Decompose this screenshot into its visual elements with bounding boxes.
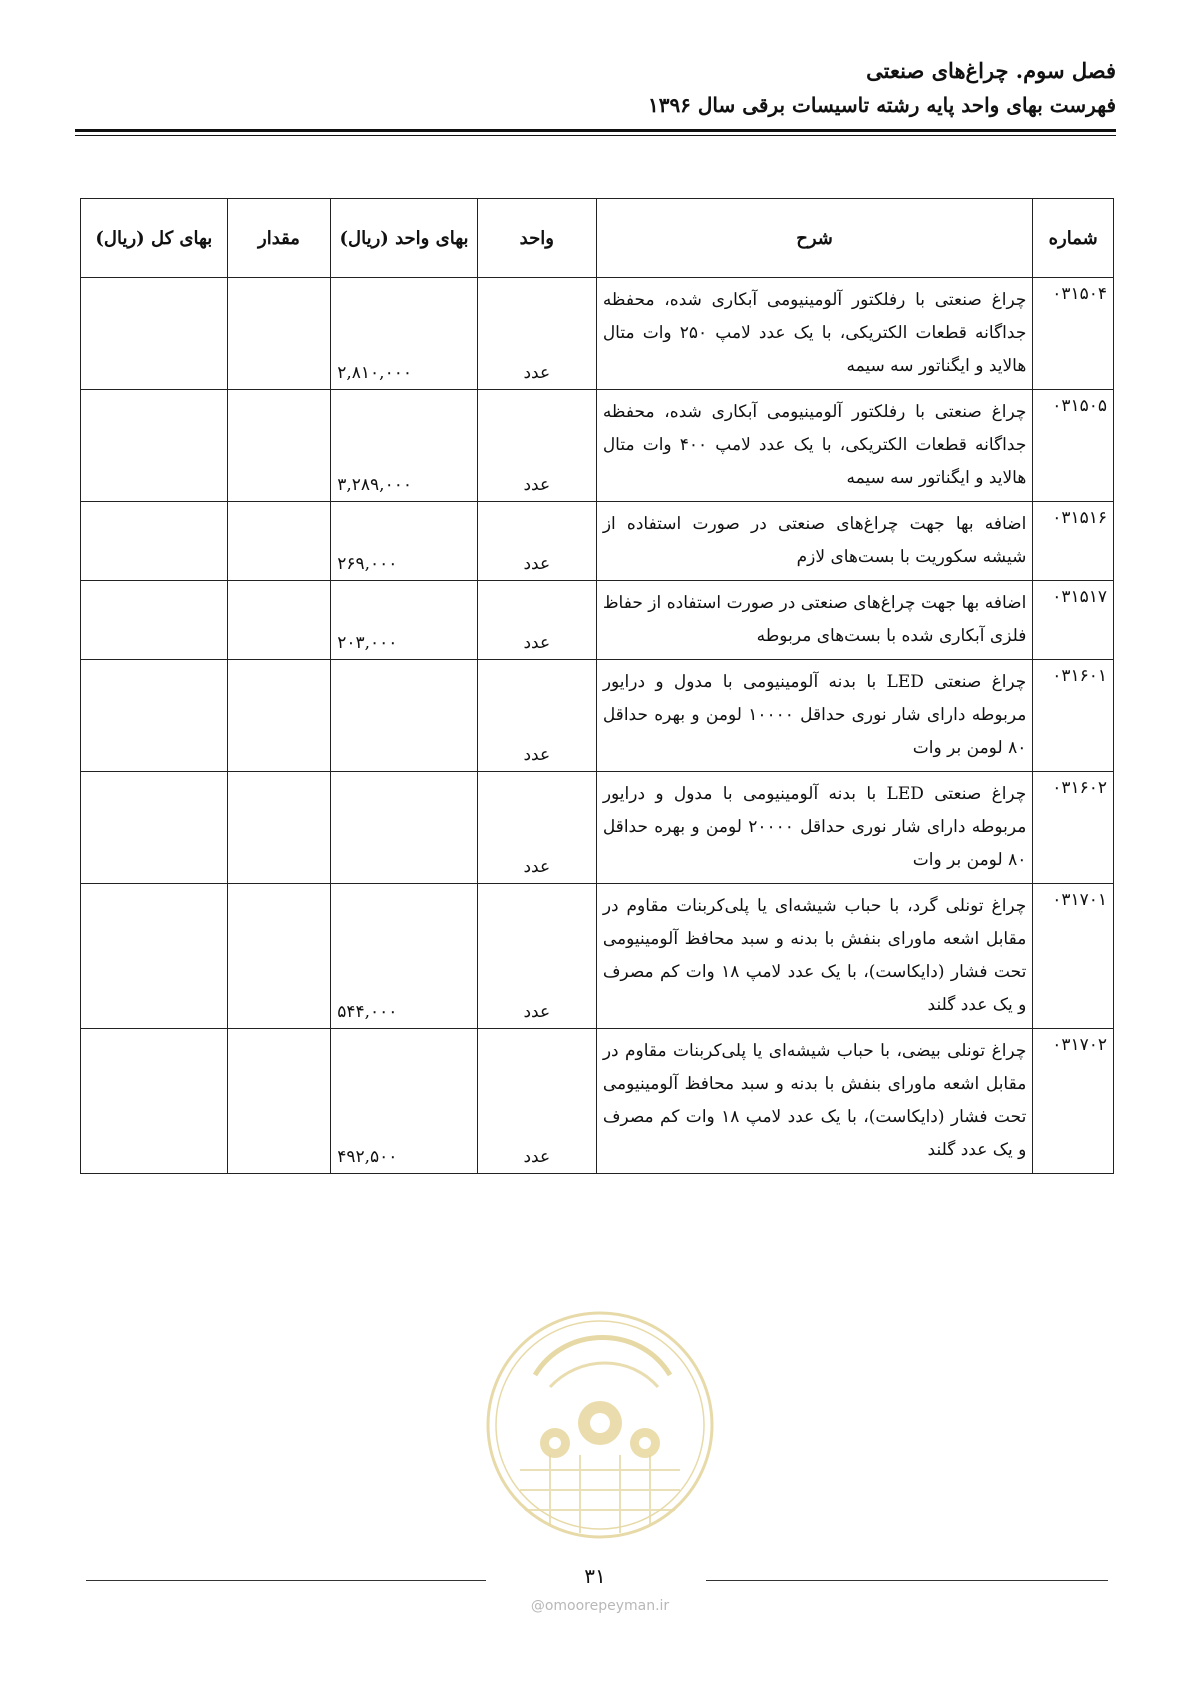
item-total	[81, 1029, 228, 1174]
item-unit: عدد	[477, 502, 596, 581]
item-unit-price: ۲۰۳,۰۰۰	[331, 581, 478, 660]
item-code: ۰۳۱۶۰۲	[1033, 772, 1114, 884]
table-row	[81, 884, 1114, 1029]
item-quantity	[227, 581, 331, 660]
item-description: چراغ تونلی گرد، با حباب شیشه‌ای یا پلی‌کربنات مقاوم در مقابل اشعه ماورای بنفش با بدنه و سبد محافظ آلومینیومی تحت فشار (دایکاست)، با یک عدد لامپ ۱۸ وات کم مصرف و یک عدد گلند	[596, 884, 1033, 1029]
item-quantity	[227, 884, 331, 1029]
item-unit-price: ۵۴۴,۰۰۰	[331, 884, 478, 1029]
item-total	[81, 772, 228, 884]
item-code: ۰۳۱۵۰۵	[1033, 390, 1114, 502]
item-unit-price: ۴۹۲,۵۰۰	[331, 1029, 478, 1174]
footer-rule-right	[706, 1580, 1108, 1581]
item-code: ۰۳۱۷۰۲	[1033, 1029, 1114, 1174]
item-total	[81, 660, 228, 772]
table-row	[81, 1029, 1114, 1174]
col-header-unit-price: بهای واحد (ریال)	[331, 199, 478, 278]
item-description: چراغ صنعتی LED با بدنه آلومینیومی با مدول و درایور مربوطه دارای شار نوری حداقل ۲۰۰۰۰ لومن و بهره حداقل ۸۰ لومن بر وات	[596, 772, 1033, 884]
item-code: ۰۳۱۵۱۶	[1033, 502, 1114, 581]
item-code: ۰۳۱۶۰۱	[1033, 660, 1114, 772]
item-quantity	[227, 390, 331, 502]
item-quantity	[227, 278, 331, 390]
item-total	[81, 581, 228, 660]
item-unit: عدد	[477, 1029, 596, 1174]
item-code: ۰۳۱۵۰۴	[1033, 278, 1114, 390]
watermark-text: @omoorepeyman.ir	[530, 1598, 670, 1614]
footer-rule-left	[86, 1580, 486, 1581]
table-row	[81, 772, 1114, 884]
item-unit: عدد	[477, 390, 596, 502]
item-total	[81, 884, 228, 1029]
table-row	[81, 390, 1114, 502]
col-header-total: بهای کل (ریال)	[81, 199, 228, 278]
item-quantity	[227, 660, 331, 772]
item-unit-price	[331, 772, 478, 884]
table-header-row	[81, 199, 1114, 278]
item-unit-price: ۳,۲۸۹,۰۰۰	[331, 390, 478, 502]
item-description: چراغ صنعتی با رفلکتور آلومینیومی آبکاری شده، محفظه جداگانه قطعات الکتریکی، با یک عدد لامپ ۴۰۰ وات متال هالاید و ایگناتور سه سیمه	[596, 390, 1033, 502]
item-total	[81, 390, 228, 502]
col-header-unit: واحد	[477, 199, 596, 278]
item-description: چراغ تونلی بیضی، با حباب شیشه‌ای یا پلی‌کربنات مقاوم در مقابل اشعه ماورای بنفش با بدنه و سبد محافظ آلومینیومی تحت فشار (دایکاست)، با یک عدد لامپ ۱۸ وات کم مصرف و یک عدد گلند	[596, 1029, 1033, 1174]
item-unit-price	[331, 660, 478, 772]
item-code: ۰۳۱۵۱۷	[1033, 581, 1114, 660]
item-quantity	[227, 502, 331, 581]
header-rule-thin	[75, 135, 1116, 136]
item-unit: عدد	[477, 772, 596, 884]
page-number: ۳۱	[584, 1564, 606, 1588]
table-row	[81, 278, 1114, 390]
item-unit: عدد	[477, 278, 596, 390]
col-header-code: شماره	[1033, 199, 1114, 278]
item-description: چراغ صنعتی LED با بدنه آلومینیومی با مدول و درایور مربوطه دارای شار نوری حداقل ۱۰۰۰۰ لومن و بهره حداقل ۸۰ لومن بر وات	[596, 660, 1033, 772]
item-unit-price: ۲۶۹,۰۰۰	[331, 502, 478, 581]
item-unit-price: ۲,۸۱۰,۰۰۰	[331, 278, 478, 390]
table-row	[81, 660, 1114, 772]
item-unit: عدد	[477, 581, 596, 660]
item-description: اضافه بها جهت چراغ‌های صنعتی در صورت استفاده از شیشه سکوریت با بست‌های لازم	[596, 502, 1033, 581]
col-header-qty: مقدار	[227, 199, 331, 278]
item-quantity	[227, 772, 331, 884]
item-unit: عدد	[477, 660, 596, 772]
item-description: چراغ صنعتی با رفلکتور آلومینیومی آبکاری شده، محفظه جداگانه قطعات الکتریکی، با یک عدد لامپ ۲۵۰ وات متال هالاید و ایگناتور سه سیمه	[596, 278, 1033, 390]
table-row	[81, 502, 1114, 581]
item-quantity	[227, 1029, 331, 1174]
chapter-title: فصل سوم. چراغ‌های صنعتی	[866, 58, 1116, 83]
col-header-desc: شرح	[596, 199, 1033, 278]
item-description: اضافه بها جهت چراغ‌های صنعتی در صورت استفاده از حفاظ فلزی آبکاری شده با بست‌های مربوطه	[596, 581, 1033, 660]
price-list-table	[80, 198, 1114, 1174]
table-row	[81, 581, 1114, 660]
item-total	[81, 502, 228, 581]
item-total	[81, 278, 228, 390]
document-subtitle: فهرست بهای واحد پایه رشته تاسیسات برقی سال ۱۳۹۶	[647, 93, 1116, 117]
header-rule-thick	[75, 129, 1116, 132]
item-code: ۰۳۱۷۰۱	[1033, 884, 1114, 1029]
omoore-peyman-logo	[480, 1305, 720, 1545]
item-unit: عدد	[477, 884, 596, 1029]
